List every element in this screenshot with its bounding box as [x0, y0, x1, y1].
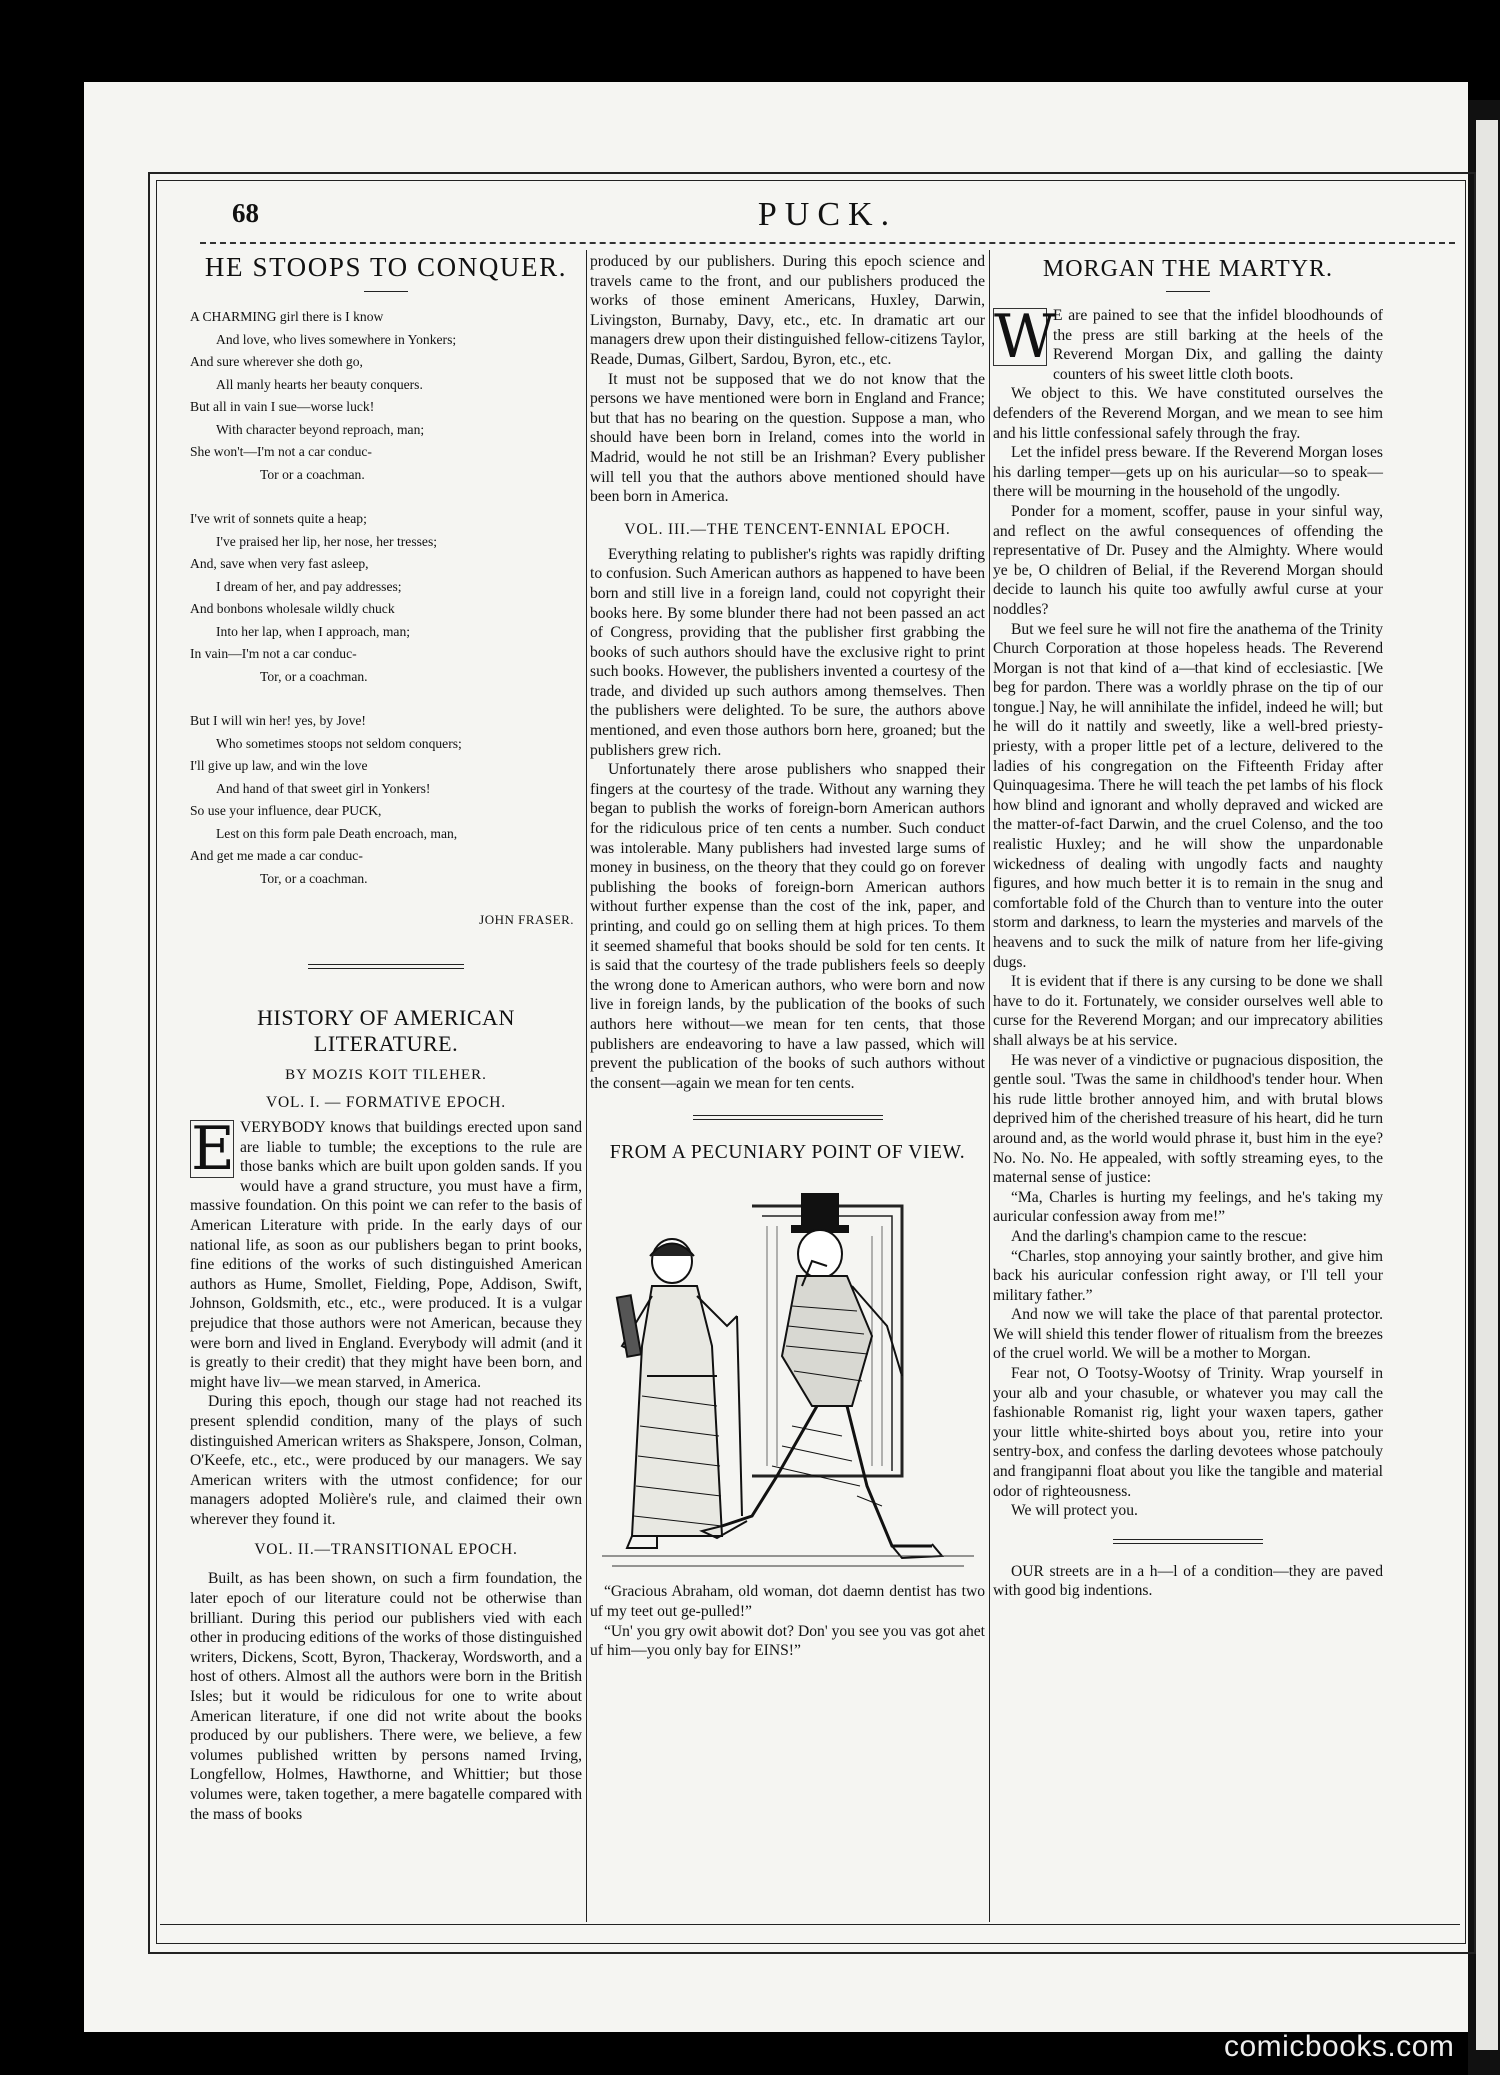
vol3-paragraph-2: Unfortunately there arose publishers who snapped their fingers at the courtesy of the trade. Without any warning they began to publish the works of foreign-born American authors for the ridiculous price of ten cents a number. Such conduct was intolerable. Many publishers had invested large sums of money in business, on the theory that they could go on forever publishing the books of foreign-born American authors without further expense than the cost of the ink, paper, and printing, and could go on selling them at high prices. To them it seemed shameful that books should be sold for ten cents. It is said that the courtesy of the trade publishers feels so deeply the wrong done to American authors, who were born and now live in foreign lands, by the publication of the books of such authors here without—we mean for ten cents, that those publishers are endeavoring to have a law passed, which will prevent the publication of the books of such authors without the consent—again we mean for ten cents. [590, 761, 985, 1092]
poem [190, 306, 582, 890]
poem-line: Who sometimes stoops not seldom conquers; [216, 735, 462, 751]
poem-line: And bonbons wholesale wildly chuck [190, 601, 395, 616]
morgan-paragraph-2: We object to this. We have constituted ourselves the defenders of the Reverend Morgan, and we mean to see him and his little confessional safely through the fray. [993, 385, 1383, 442]
poem-line: And hand of that sweet girl in Yonkers! [216, 780, 431, 796]
poem-line: I've writ of sonnets quite a heap; [190, 511, 367, 526]
vol3-heading: VOL. III.—THE TENCENT-ENNIAL EPOCH. [624, 520, 951, 538]
poem-stanza [190, 306, 582, 486]
column-rule-2 [989, 250, 990, 1922]
morgan-paragraph-11: And now we will take the place of that parental protector. We will shield this tender flower of ritualism from the breezes of the cruel world. We will be a mother to Morgan. [993, 1306, 1383, 1363]
vol2-heading: VOL. II.—TRANSITIONAL EPOCH. [254, 1541, 518, 1559]
section-divider [693, 1115, 883, 1120]
page-header [200, 196, 1455, 244]
column-1 [190, 252, 582, 1824]
poem-stanza [190, 508, 582, 688]
morgan-paragraph-9: And the darling's champion came to the rescue: [1011, 1227, 1307, 1245]
poem-line: Into her lap, when I approach, man; [216, 623, 411, 639]
dropcap-w: W [994, 302, 1056, 372]
poem-line: A CHARMING girl there is I know [190, 309, 384, 324]
poem-line: Tor, or a coachman. [260, 870, 368, 886]
column-2 [590, 252, 985, 1661]
vol1-heading: VOL. I. — FORMATIVE EPOCH. [266, 1094, 506, 1111]
poem-line: I'll give up law, and win the love [190, 758, 368, 773]
poem-line: I dream of her, and pay addresses; [216, 578, 402, 594]
title-rule [364, 291, 408, 292]
vol1-paragraph-1: E VERYBODY knows that buildings erected upon sand are liable to tumble; the exceptions to the rule are those banks which are built upon golden sands. If you would have a grand structure, you must have a firm, massive foundation. On this point we can refer to the basis of American Literature with pride. In the early days of our national life, as soon as our publishers began to print books, fine editions of the works of such distinguished American authors as Hume, Smollet, Fielding, Pope, Addison, Swift, Johnson, Goldsmith, etc., etc., were produced. It is a vulgar prejudice that those authors were not American, because they were born and lived in England. Everybody will admit (and it is greatly to their credit) that they might have been born, and might have liv—we mean starved, in America. [190, 1114, 582, 1391]
poem-line: All manly hearts her beauty conquers. [216, 376, 423, 392]
vol2-paragraph-2: It must not be supposed that we do not know that the persons we have mentioned were born in England and France; but that has no bearing on the question. Suppose a man, who should have been born in Ireland, comes into the world in Madrid, would he not still be an Irishman? Every publisher will tell you that the authors above mentioned should have been born in America. [590, 370, 985, 506]
poem-line: Lest on this form pale Death encroach, man, [216, 825, 458, 841]
poem-line: Tor, or a coachman. [260, 668, 368, 684]
dropcap-e: E [191, 1114, 235, 1184]
morgan-paragraph-7: He was never of a vindictive or pugnacious disposition, the gentle soul. 'Twas the same in childhood's tender hour. When his rude little brother annoyed him, and with brutal blows deprived him of the cherished treasure of his heart, did he turn around and, as the world would phrase it, bust him in the eye? No. No. No. He appealed, with softly streaming eyes, to the maternal sense of justice: [993, 1051, 1383, 1187]
poem-line: With character beyond reproach, man; [216, 421, 425, 437]
morgan-paragraph-5: But we feel sure he will not fire the anathema of the Trinity Church Corporation at those hopeless heads. The Reverend Morgan is not that kind of a—that kind of ecclesiastic. [We beg for pardon. There was a worldly phrase on the tip of our tongue.] Nay, he will annihilate the infidel, indeed he will; but he will do it nattily and sweetly, like a well-bred priesty-priesty, with a proper little pet of a lecture, delivered to the ladies of his congregation on the Fifteenth Friday after Quinquagesima. There he will teach the pet lambs of his flock how blind and ignorant and wholly depraved and wicked are the matter-of-fact Darwin, and the cruel Colenso, and the too realistic Huxley; and he will show the unpardonable wickedness of dealing with ungodly facts and naughty figures, and how much better it is to remain in the snug and comfortable fold of the Church than to venture into the outer storm and darkness, to learn the mysteries and marvels of the heavens and to suck the milk of nature from her life-giving dugs. [993, 620, 1383, 971]
morgan-paragraph-6: It is evident that if there is any cursing to be done we shall have to do it. Fortunately, we consider ourselves well able to curse for the Reverend Morgan; and our imprecatory abilities shall always be at his service. [993, 973, 1383, 1049]
bottom-rule [160, 1924, 1460, 1925]
section-divider [1113, 1539, 1263, 1544]
poem-line: She won't—I'm not a car conduc- [190, 444, 372, 459]
poem-line: In vain—I'm not a car conduc- [190, 646, 357, 661]
title-rule [1166, 291, 1210, 292]
poem-line: And sure wherever she doth go, [190, 354, 363, 369]
cartoon-title: FROM A PECUNIARY POINT OF VIEW. [609, 1142, 966, 1164]
poem-line: So use your influence, dear PUCK, [190, 803, 382, 818]
watermark: comicbooks.com [1224, 2030, 1455, 2063]
morgan-paragraph-1: W E are pained to see that the infidel bloodhounds of the press are still barking at the heels of the Reverend Morgan Dix, and galling the dainty counters of his sweet little cloth boots. [994, 302, 1383, 383]
section-divider [308, 964, 464, 969]
masthead: PUCK. [757, 196, 898, 233]
vol2-paragraph-1-continued: produced by our publishers. During this epoch science and travels came to the front, and our publishers produced the works of those eminent Americans, Huxley, Darwin, Livingston, Burnaby, Davy, etc., etc. In dramatic art our managers drew upon their distinguished fellow-citizens Taylor, Reade, Dumas, Gilbert, Sardou, Byron, etc., etc. [590, 253, 985, 368]
poem-author: JOHN FRASER. [479, 912, 574, 927]
morgan-paragraph-13: We will protect you. [1011, 1502, 1138, 1520]
poem-line: I've praised her lip, her nose, her tresses; [216, 533, 438, 549]
poem-line: And, save when very fast asleep, [190, 556, 369, 571]
poem-title: HE STOOPS TO CONQUER. [204, 252, 568, 282]
poem-line: But all in vain I sue—worse luck! [190, 399, 375, 414]
page-number: 68 [232, 198, 259, 228]
poem-line: And love, who lives somewhere in Yonkers; [216, 331, 457, 347]
vol2-paragraph-1: Built, as has been shown, on such a firm foundation, the later epoch of our literature could not be otherwise than brilliant. During this period our publishers vied with each other in producing editions of the works of those distinguished writers, Dickens, Scott, Byron, Thackeray, Wordsworth, and a host of others. Almost all the authors were born in the British Isles; but it would be ridiculous for one to write about American literature, if one did not write about the books produced by our publishers. There were, we believe, a few volumes published written by persons named Irving, Longfellow, Holmes, Hawthorne, and Whittier; but those volumes were, taken together, a mere bagatelle compared with the mass of books [190, 1570, 582, 1823]
vol3-paragraph-1: Everything relating to publisher's rights was rapidly drifting to confusion. Such American authors as happened to have been born and still live in a foreign land, could not copyright their books here. By some blunder there had not been passed an act of Congress, providing that the publisher first grabbing the books of such authors should have the exclusive right to print such books. However, the publishers invented a courtesy of the trade, and divided up such authors among themselves. Then the publishers were delighted. To be sure, the authors above mentioned, and even those authors born here, groaned; but the publishers grew rich. [590, 545, 985, 759]
cartoon-caption-2: “Un' you gry owit abowit dot? Don' you see you vas got ahet uf him—you only bay for EINS!” [590, 1622, 985, 1660]
morgan-paragraph-4: Ponder for a moment, scoffer, pause in your sinful way, and reflect on the awful consequences of offending the representative of Dr. Pusey and the Almighty. Where would ye be, O children of Belial, if the Reverend Morgan should decide to launch his quite too awfully awful curse at your noddles? [993, 502, 1383, 618]
history-title: HISTORY OF AMERICAN LITERATURE. [257, 1005, 515, 1056]
morgan-paragraph-8: “Ma, Charles is hurting my feelings, and he's taking my auricular confession away from me!” [993, 1188, 1383, 1226]
morgan-paragraph-10: “Charles, stop annoying your saintly brother, and give him back his auricular confession right away, or I'll tell your military father.” [993, 1247, 1383, 1304]
poem-line: And get me made a car conduc- [190, 848, 363, 863]
cartoon-caption-1: “Gracious Abraham, old woman, dot daemn dentist has two uf my teet out ge-pulled!” [590, 1583, 985, 1620]
header-rule [200, 242, 1455, 244]
cartoon-illustration [602, 1176, 974, 1576]
poem-stanza [190, 710, 582, 890]
column-rule-1 [586, 250, 587, 1922]
poem-line: Tor or a coachman. [260, 466, 365, 482]
morgan-title: MORGAN THE MARTYR. [1042, 256, 1334, 282]
streets-note: OUR streets are in a h—l of a condition—they are paved with good big indentions. [993, 1562, 1383, 1600]
column-3 [993, 252, 1383, 1601]
history-byline: BY MOZIS KOIT TILEHER. [285, 1067, 487, 1083]
morgan-paragraph-12: Fear not, O Tootsy-Wootsy of Trinity. Wrap yourself in your alb and your chasuble, or whatever you may call the fashionable Romanist rig, light your waxen tapers, gather your little white-shirted boys about you, retire into your sentry-box, and confess the darling devotees whose patchouly and frangipanni float about you like the tangible and material odor of righteousness. [993, 1365, 1383, 1500]
poem-line: But I will win her! yes, by Jove! [190, 713, 366, 728]
vol1-paragraph-2: During this epoch, though our stage had not reached its present splendid condition, many of the plays of such distinguished American writers as Shakspere, Jonson, Colman, O'Keefe, etc., etc., were produced by our managers. We say American writers with the utmost confidence; for our managers adopted Molière's rule, and claimed their own wherever they found it. [190, 1393, 582, 1528]
morgan-paragraph-3: Let the infidel press beware. If the Reverend Morgan loses his darling temper—gets up on his auricular—so to speak—there will be mourning in the household of the ungodly. [993, 444, 1383, 501]
